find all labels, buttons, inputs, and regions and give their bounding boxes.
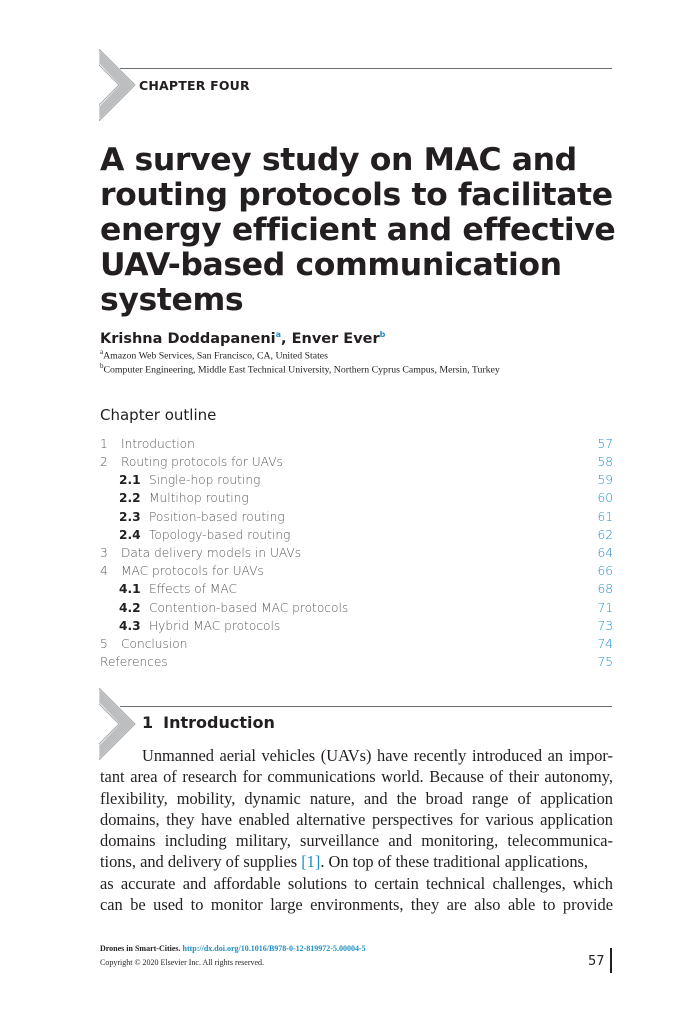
toc-page-link[interactable]: 71 xyxy=(597,601,613,615)
affiliation-text: Computer Engineering, Middle East Technical University, Northern Cyprus Campus, Mersin, Turkey xyxy=(103,364,500,376)
paragraph-line: as accurate and affordable solutions to certain technical challenges, which xyxy=(100,874,613,893)
section-chevron-icon xyxy=(99,688,137,760)
toc-number: 3 xyxy=(100,546,108,560)
toc-item[interactable] xyxy=(100,655,613,673)
toc-label: Topology-based routing xyxy=(149,528,291,542)
toc-label: Single-hop routing xyxy=(149,473,261,487)
toc-label: Introduction xyxy=(121,437,195,451)
toc-label: MAC protocols for UAVs xyxy=(121,564,264,578)
toc-page-link[interactable]: 74 xyxy=(597,637,613,651)
toc-item[interactable] xyxy=(100,491,613,509)
toc-label: References xyxy=(100,655,168,669)
toc-number: 5 xyxy=(100,637,108,651)
journal-name: Drones in Smart-Cities. xyxy=(100,944,181,953)
affiliation-mark[interactable]: a xyxy=(275,330,282,339)
affiliation-mark[interactable]: b xyxy=(379,330,386,339)
outline-heading: Chapter outline xyxy=(100,406,217,424)
toc-label: Position-based routing xyxy=(149,510,285,524)
toc-item[interactable] xyxy=(100,455,613,473)
title-line: energy efficient and effective xyxy=(100,212,616,248)
toc-item[interactable] xyxy=(100,564,613,582)
toc-item[interactable] xyxy=(100,510,613,528)
chapter-chevron-icon xyxy=(99,49,137,121)
section-rule xyxy=(120,706,612,707)
toc-number: 2.2 xyxy=(119,491,141,505)
paragraph-line: Unmanned aerial vehicles (UAVs) have recently introduced an impor- xyxy=(142,746,613,765)
toc-item[interactable] xyxy=(100,601,613,619)
page-number-bar xyxy=(610,948,612,973)
toc-number: 1 xyxy=(100,437,108,451)
toc-label: Routing protocols for UAVs xyxy=(121,455,283,469)
toc-label: Data delivery models in UAVs xyxy=(121,546,302,560)
paragraph-line: domains, they have enabled alternative perspectives for various application xyxy=(100,810,613,829)
author-name: Krishna Doddapaneni xyxy=(100,330,276,347)
toc-page-link[interactable]: 62 xyxy=(597,528,613,542)
paragraph-line: domains including military, surveillance and monitoring, telecommunica- xyxy=(100,831,613,850)
title-line: routing protocols to facilitate xyxy=(100,177,613,213)
toc-item[interactable] xyxy=(100,528,613,546)
toc-label: Contention-based MAC protocols xyxy=(149,601,349,615)
toc-label: Hybrid MAC protocols xyxy=(149,619,281,633)
doi-link[interactable]: http://dx.doi.org/10.1016/B978-0-12-819972-5.00004-5 xyxy=(182,944,366,953)
toc-number: 4.2 xyxy=(119,601,141,615)
affiliation-text: Amazon Web Services, San Francisco, CA, United States xyxy=(103,350,328,362)
paragraph-line: can be used to monitor large environments, they are also able to provide xyxy=(100,895,613,914)
toc-number: 2.3 xyxy=(119,510,141,524)
toc-number: 4 xyxy=(100,564,108,578)
paragraph-line xyxy=(100,851,613,872)
title-line: systems xyxy=(100,282,244,318)
toc-item[interactable] xyxy=(100,619,613,637)
toc-item[interactable] xyxy=(100,473,613,491)
affiliation-mark: b xyxy=(100,362,104,370)
author-separator: , xyxy=(281,330,292,347)
title-line: A survey study on MAC and xyxy=(100,142,577,178)
toc-number: 2.4 xyxy=(119,528,141,542)
toc-page-link[interactable]: 59 xyxy=(597,473,613,487)
toc-label: Effects of MAC xyxy=(149,582,238,596)
toc-item[interactable] xyxy=(100,582,613,600)
paragraph-line: tant area of research for communications world. Because of their autonomy, xyxy=(100,767,613,786)
toc-page-link[interactable]: 60 xyxy=(597,491,613,505)
toc-label: Conclusion xyxy=(121,637,188,651)
chapter-rule xyxy=(120,68,612,69)
toc-page-link[interactable]: 58 xyxy=(597,455,613,469)
toc-number: 4.1 xyxy=(119,582,141,596)
chapter-label: CHAPTER FOUR xyxy=(139,78,250,93)
toc-page-link[interactable]: 64 xyxy=(597,546,613,560)
toc-page-link[interactable]: 68 xyxy=(597,582,613,596)
affiliation xyxy=(100,348,328,361)
section-heading xyxy=(142,713,275,732)
paragraph-line: flexibility, mobility, dynamic nature, and the broad range of application xyxy=(100,789,613,808)
author-list xyxy=(100,330,385,347)
toc-number: 2.1 xyxy=(119,473,141,487)
copyright-notice: Copyright © 2020 Elsevier Inc. All rights reserved. xyxy=(100,958,265,967)
toc-number: 4.3 xyxy=(119,619,141,633)
toc-number: 2 xyxy=(100,455,108,469)
toc-item[interactable] xyxy=(100,546,613,564)
affiliation xyxy=(100,362,500,375)
toc-item[interactable] xyxy=(100,637,613,655)
toc-page-link[interactable]: 61 xyxy=(597,510,613,524)
section-title: Introduction xyxy=(163,713,275,732)
chapter-title xyxy=(100,142,616,318)
toc-label: Multihop routing xyxy=(149,491,249,505)
page-number: 57 xyxy=(588,954,605,969)
affiliation-mark: a xyxy=(100,348,104,356)
paragraph-text: . On top of these traditional applications, xyxy=(320,852,588,871)
footer-journal xyxy=(100,944,366,953)
toc-item[interactable] xyxy=(100,437,613,455)
citation-link[interactable]: [1] xyxy=(301,852,321,871)
toc-page-link[interactable]: 75 xyxy=(597,655,613,669)
toc-page-link[interactable]: 57 xyxy=(597,437,613,451)
toc-page-link[interactable]: 66 xyxy=(597,564,613,578)
paragraph-text: tions, and delivery of supplies xyxy=(100,852,302,871)
toc-page-link[interactable]: 73 xyxy=(597,619,613,633)
author-name: Enver Ever xyxy=(291,330,380,347)
section-number: 1 xyxy=(142,713,154,732)
title-line: UAV-based communication xyxy=(100,247,562,283)
